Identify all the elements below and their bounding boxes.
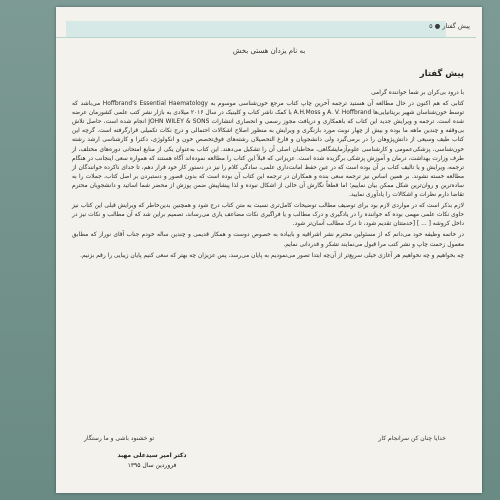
author-name: دکتر امیر سیدعلی مهبد (117, 452, 187, 459)
paragraph-intro: کتابی که هم اکنون در حال مطالعه آن هستید ترجمه آخرین چاپ کتاب مرجع خون‌شناسی موسوم به Hoffbrand's Essential Haematology می‌باشد که توسط خون‌شناسان شهیر بریتانیایی‌ها A. V. Hoffbrand و A.H.Moss با کمک ناشر کتاب و کلینیک در سال ۲۰۱۶ میلادی به بازار نشر کتب علمی کشورمان عرضه شده است. ترجمه و ویرایش جدید این کتاب که باهمکاری و دریافت مجوز رسمی و انحصاری انتشارات JOHN WILEY & SONS انجام شده است، حاصل تلاش بی‌وقفه و چندین ماهه ما بوده و بیش از چهار نوبت مورد بازنگری و ویرایش به منظور اصلاح اشکالات احتمالی و درج نکات تکمیلی قرارگرفته است. گرچه این کتاب طیف وسیعی از دانش‌پژوهان را در برمی‌گیرد ولی دانشجویان و فارغ التحصیلان رشته‌های فوق‌تخصص خون و انکولوژی، دکترا و کارشناسی ارشد رشته خون‌شناسی، پزشکی‌عمومی و کارشناسی علوم‌آزمایشگاهی، مخاطبان اصلی آن را تشکیل می‌دهند. این کتاب به‌عنوان یکی از منابع امتحانی دوره‌های مختلف، از طرف وزارت بهداشت، درمان و آموزش پزشکی برگزیده شده است. عزیزانی که قبلاً این کتاب را مطالعه نموده‌اند آگاه هستند که همواره سعی اینجانب در هنگام ترجمه، ویرایش و یا تالیف کتاب بر آن بوده است که در عین حفظ امانت‌داری علمی، سادگی‌ کلام را نیز در دستور کار خود قرار دهم، تا خدای ناکرده خوانندگان از مطالعه خسته نشوند. بر همین اساس نیز ترجمه سعی بنده و همکاران در ترجمه این کتاب آن بوده است که بدون قصور و دستبردن بر اصل کتاب، جملات را به ساده‌ترین و روان‌ترین شکل ممکن بیان نماییم؛ اما قطعاً نگارش آن خالی از اشکال نبوده و لذا پیشاپیش ضمن پوزش از محضر شما اساتید و دانشجویان محترم تقاضا دارم نظرات و اشکالات را یادآوری نمایید. (72, 101, 465, 199)
paragraph-notes: لازم بذکر است که در مواردی لازم بود برای توصیف مطالب توضیحات کامل‌تری نسبت به متن کتاب درج شود و همچنین بدین‌خاطر که ویرایش قبلی این کتاب نیز حاوی نکات علمی مهمی بوده که خواننده را در یادگیری و درک مطالب و یا فراگیری نکات مضاعف یاری می‌رساند، تصمیم براین شد که آن مطالب و نکات نیز در داخل کروشه [ ... ] [خدمتتان تقدیم شود، تا درک مطالب آسان‌تر شود. (72, 203, 464, 228)
closing-verse-second: تو خشنود باشی و ما رستگار (84, 435, 155, 442)
paragraph-thanks: در خاتمه وظیفه خود می‌دانم که از مسئولین محترم نشر اشراقیه و بابیاده به خصوص دوست و همکار قدیمی و چندین ساله خودم جناب آقای نوراز که مطابق معمول زحمت چاپ و نشر کتب مرا قبول می‌نمایند تشکر و قدردانی نمایم. (72, 232, 464, 248)
page-title: پیش گفتار (419, 69, 464, 79)
running-head: پیش گفتار ● ۵ (429, 22, 470, 30)
signature-block (92, 452, 212, 472)
book-page (56, 7, 482, 493)
paragraph-greeting: با درود بی‌کران بر شما خواننده گرامی (371, 90, 464, 96)
signature-date: فروردین سال ۱۳۹۵ (127, 462, 177, 469)
header-rule (56, 21, 476, 38)
bismillah-line: به نام یزدان هستی بخش (232, 47, 306, 55)
closing-verse-first: خدایا چنان کن سرانجام کار (378, 435, 446, 442)
preface-body (72, 89, 464, 263)
paragraph-ending: چه بخواهیم و چه نخواهیم هر آغازی خیلی سریع‌تر از آن‌چه ابتدا تصور می‌نمودیم به پایان می‌رسد، پس عزیزان چه بهتر که سعی کنیم پایان زیبایی را رقم بزنیم. (80, 252, 464, 259)
